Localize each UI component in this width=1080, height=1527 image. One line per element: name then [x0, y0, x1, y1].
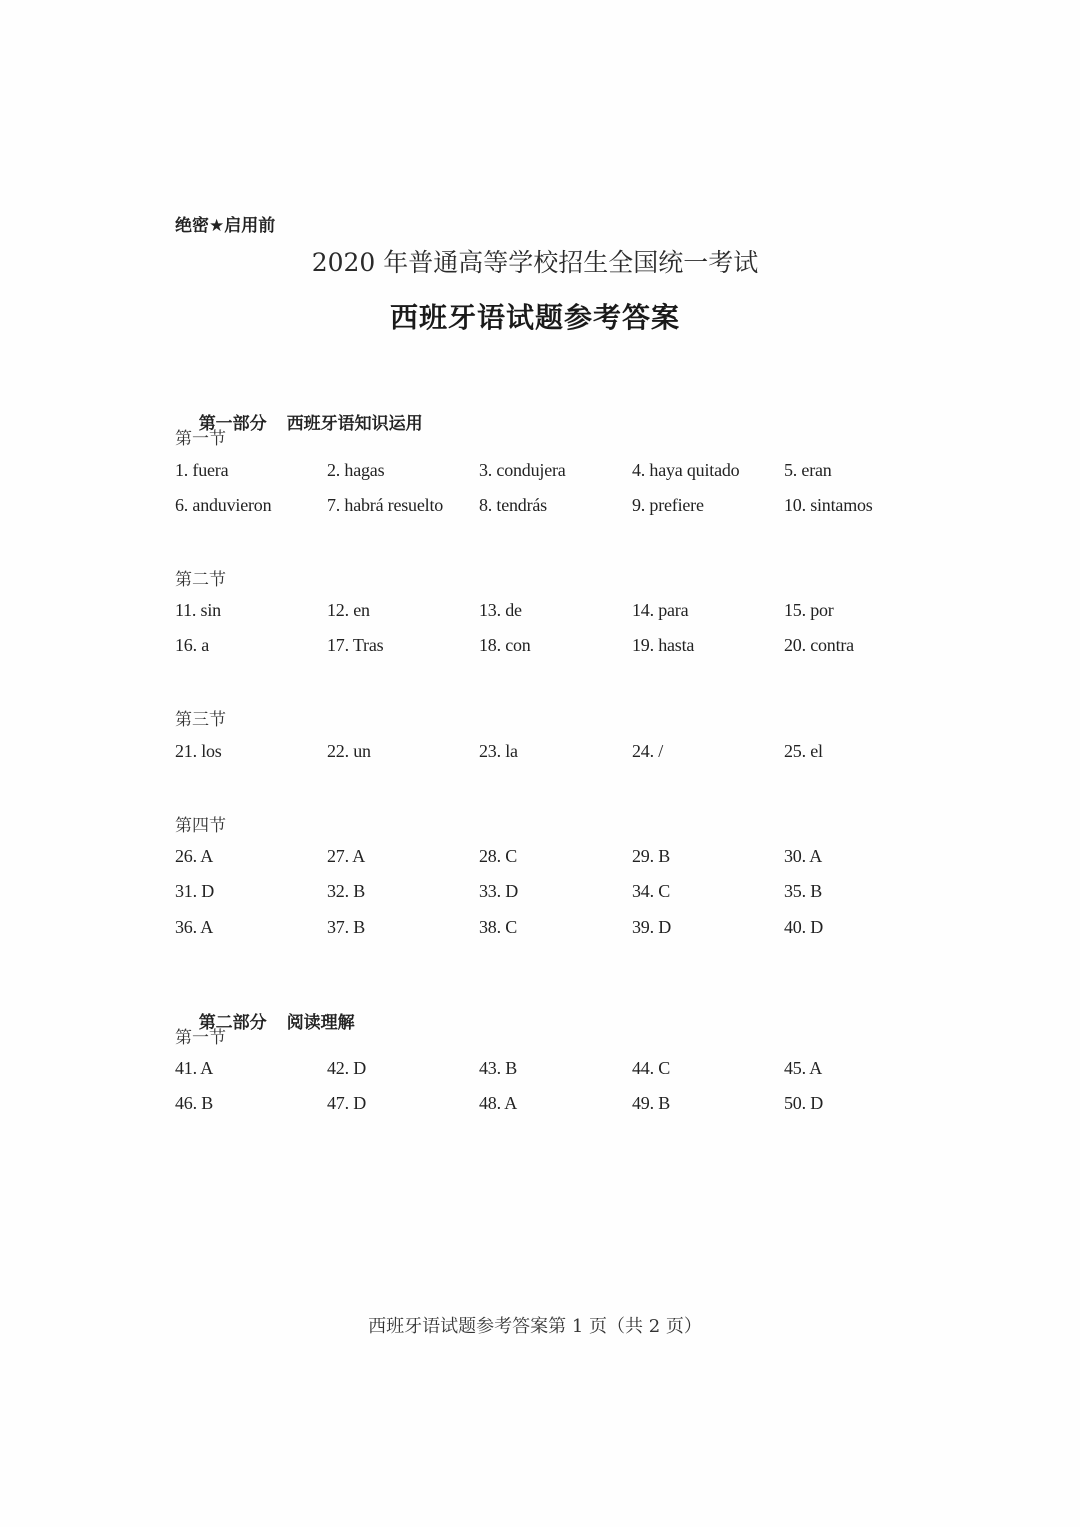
- answer-item: 5. eran: [784, 460, 832, 480]
- part-1-section-1-heading: 第一节: [175, 429, 226, 449]
- answer-item: 42. D: [327, 1058, 366, 1078]
- answer-row: [175, 881, 935, 905]
- answer-item: 33. D: [479, 881, 518, 901]
- answer-row: [175, 846, 935, 870]
- answer-row: [175, 1058, 935, 1082]
- answer-item: 23. la: [479, 741, 518, 761]
- answer-item: 27. A: [327, 846, 366, 866]
- part-2-label: 第二部分: [198, 1013, 267, 1033]
- answer-item: 39. D: [632, 917, 671, 937]
- answer-item: 14. para: [632, 600, 689, 620]
- answer-item: 47. D: [327, 1093, 366, 1113]
- part-1-title: 西班牙语知识运用: [286, 414, 423, 434]
- classification-label: 绝密★启用前: [175, 216, 276, 236]
- answer-item: 11. sin: [175, 600, 221, 620]
- answer-row: [175, 917, 935, 941]
- part-1-label: 第一部分: [198, 414, 267, 434]
- answer-item: 6. anduvieron: [175, 495, 272, 515]
- answer-item: 12. en: [327, 600, 370, 620]
- answer-item: 18. con: [479, 635, 531, 655]
- answer-item: 2. hagas: [327, 460, 385, 480]
- answer-item: 3. condujera: [479, 460, 566, 480]
- answer-item: 50. D: [784, 1093, 823, 1113]
- answer-item: 9. prefiere: [632, 495, 704, 515]
- answer-item: 38. C: [479, 917, 518, 937]
- answer-item: 8. tendrás: [479, 495, 547, 515]
- answer-item: 28. C: [479, 846, 518, 866]
- answer-item: 29. B: [632, 846, 671, 866]
- answer-item: 24. /: [632, 741, 664, 761]
- answer-item: 49. B: [632, 1093, 671, 1113]
- answer-item: 31. D: [175, 881, 214, 901]
- answer-item: 45. A: [784, 1058, 823, 1078]
- answer-row: [175, 1093, 935, 1117]
- answer-item: 40. D: [784, 917, 823, 937]
- answer-item: 13. de: [479, 600, 522, 620]
- answer-item: 16. a: [175, 635, 209, 655]
- part-1-section-4-heading: 第四节: [175, 816, 226, 836]
- page-footer: 西班牙语试题参考答案第 1 页（共 2 页）: [368, 1316, 702, 1337]
- answer-item: 34. C: [632, 881, 671, 901]
- answer-item: 17. Tras: [327, 635, 384, 655]
- answer-item: 46. B: [175, 1093, 214, 1113]
- answer-item: 43. B: [479, 1058, 518, 1078]
- answer-item: 7. habrá resuelto: [327, 495, 444, 515]
- answer-row: [175, 495, 935, 519]
- answer-row: [175, 741, 935, 765]
- answer-item: 26. A: [175, 846, 214, 866]
- part-2-title: 阅读理解: [286, 1013, 355, 1033]
- answer-item: 44. C: [632, 1058, 671, 1078]
- answer-item: 30. A: [784, 846, 823, 866]
- answer-item: 35. B: [784, 881, 823, 901]
- document-title: 西班牙语试题参考答案: [389, 301, 680, 334]
- part-1-section-3-heading: 第三节: [175, 710, 226, 730]
- answer-item: 41. A: [175, 1058, 214, 1078]
- answer-item: 32. B: [327, 881, 366, 901]
- answer-item: 37. B: [327, 917, 366, 937]
- exam-title: 2020 年普通高等学校招生全国统一考试: [311, 248, 759, 277]
- answer-item: 10. sintamos: [784, 495, 873, 515]
- answer-item: 1. fuera: [175, 460, 229, 480]
- answer-item: 19. hasta: [632, 635, 695, 655]
- part-1-section-2-heading: 第二节: [175, 570, 226, 590]
- answer-item: 20. contra: [784, 635, 854, 655]
- part-2-section-1-heading: 第一节: [175, 1028, 226, 1048]
- answer-row: [175, 635, 935, 659]
- answer-item: 4. haya quitado: [632, 460, 740, 480]
- answer-item: 22. un: [327, 741, 371, 761]
- answer-item: 25. el: [784, 741, 823, 761]
- answer-row: [175, 600, 935, 624]
- answer-item: 36. A: [175, 917, 214, 937]
- answer-item: 21. los: [175, 741, 222, 761]
- answer-item: 48. A: [479, 1093, 518, 1113]
- answer-item: 15. por: [784, 600, 834, 620]
- answer-row: [175, 460, 935, 484]
